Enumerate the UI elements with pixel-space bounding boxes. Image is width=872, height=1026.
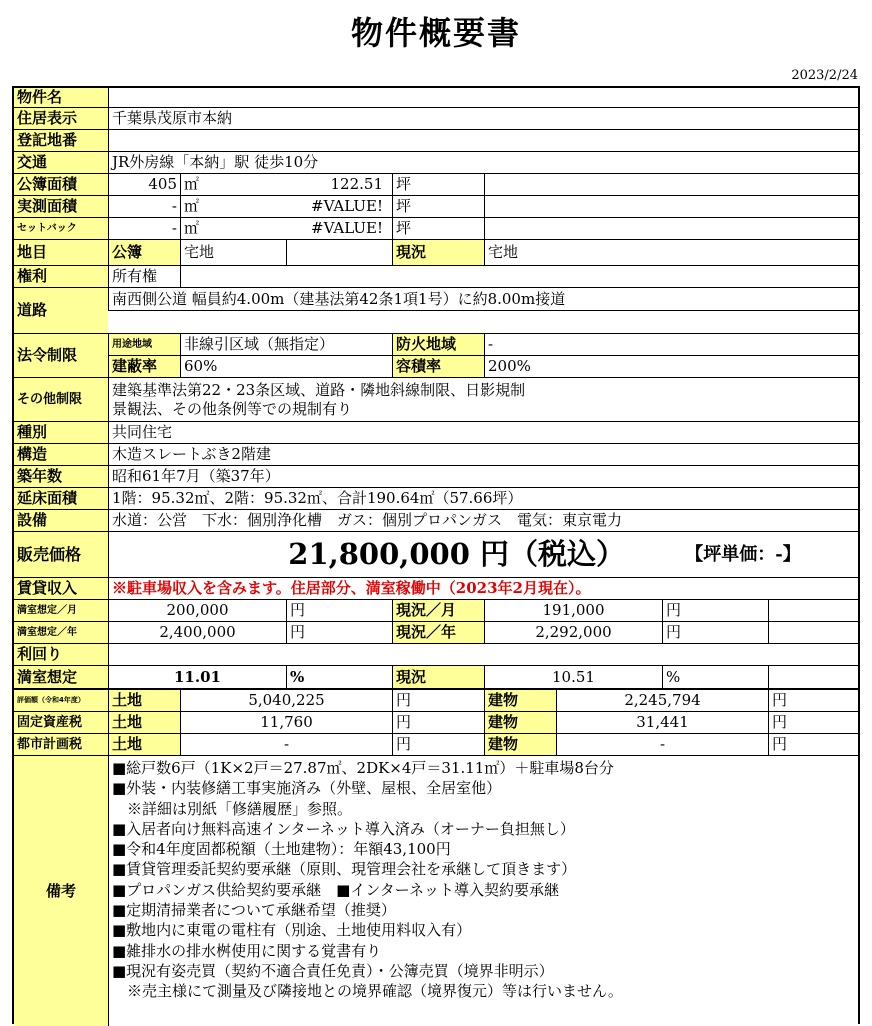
unit-yen: 円 xyxy=(392,734,484,755)
label-current-month: 現況／月 xyxy=(392,600,484,621)
row-city-tax xyxy=(14,734,858,756)
label-other-limits: その他制限 xyxy=(14,378,108,421)
value-name xyxy=(108,88,858,107)
row-facilities xyxy=(14,510,858,532)
value-road: 南西側公道 幅員約4.00m（建基法第42条1項1号）に約8.00m接道 xyxy=(108,288,858,311)
note-item: ※売主様にて測量及び隣接地との境界確認（境界復元）等は行いません。 xyxy=(112,982,623,1001)
value-fire-zone: - xyxy=(484,334,858,356)
note-item: ■総戸数6戸（1K×2戸＝27.87㎡、2DK×4戸＝31.11㎡）＋駐車場8台分 xyxy=(112,759,614,777)
value-price: 21,800,000 円（税込） xyxy=(108,532,628,577)
row-registry xyxy=(14,130,858,152)
value-floor-area: 1階：95.32㎡、2階：95.32㎡、合計190.64㎡（57.66坪） xyxy=(108,488,858,509)
label-yield: 利回り xyxy=(14,644,108,665)
label-full-month: 満室想定／月 xyxy=(14,600,108,621)
label-far: 容積率 xyxy=(392,356,484,377)
other-limits-line-1: 建築基準法第22・23条区域、道路・隣地斜線制限、日影規制 xyxy=(112,380,526,399)
unit-yen: 円 xyxy=(286,600,392,621)
note-item: ■賃貸管理委託契約要承継（原則、現管理会社を承継して頂きます） xyxy=(112,860,577,879)
empty-cell xyxy=(286,240,392,265)
unit-tsubo: 坪 xyxy=(392,196,484,217)
property-sheet xyxy=(12,86,860,1024)
value-public-area-m2: 405 xyxy=(108,174,180,195)
row-floor-area xyxy=(14,488,858,510)
value-registry xyxy=(108,130,858,151)
label-fixed-tax: 固定資産税 xyxy=(14,712,108,733)
label-notes: 備考 xyxy=(14,756,108,1026)
unit-yen: 円 xyxy=(286,622,392,643)
note-item: ■外装・内装修繕工事実施済み（外壁、屋根、全居室他） xyxy=(112,779,502,798)
label-legal: 法令制限 xyxy=(14,334,108,377)
row-yield xyxy=(14,644,858,666)
unit-percent: % xyxy=(662,666,768,688)
value-fixed-tax-land: 11,760 xyxy=(180,712,392,733)
empty-cell xyxy=(768,600,858,621)
row-fixed-tax xyxy=(14,712,858,734)
unit-percent: % xyxy=(286,666,392,688)
value-city-tax-building: - xyxy=(556,734,768,755)
value-measured-area-tsubo: #VALUE! xyxy=(311,197,383,215)
unit-yen: 円 xyxy=(662,622,768,643)
row-notes xyxy=(14,756,858,1026)
value-setback-m2: - xyxy=(108,218,180,239)
label-building-city: 建物 xyxy=(484,734,556,755)
label-structure: 構造 xyxy=(14,444,108,465)
row-rent-income xyxy=(14,578,858,600)
row-other-limits xyxy=(14,378,858,422)
label-land-city: 土地 xyxy=(108,734,180,755)
value-setback-tsubo: #VALUE! xyxy=(311,219,383,237)
other-limits-line-2: 景観法、その他条例等での規制有り xyxy=(112,399,353,418)
value-access: JR外房線「本納」駅 徒歩10分 xyxy=(108,152,858,173)
row-rent-year xyxy=(14,622,858,644)
label-current-year: 現況／年 xyxy=(392,622,484,643)
label-full: 満室想定 xyxy=(14,666,108,688)
row-rent-month xyxy=(14,600,858,622)
value-assessed-land: 5,040,225 xyxy=(180,690,392,711)
value-facilities: 水道：公営 下水：個別浄化槽 ガス：個別プロパンガス 電気：東京電力 xyxy=(108,510,858,531)
empty-cell xyxy=(108,644,858,665)
row-setback xyxy=(14,218,858,240)
unit-yen: 円 xyxy=(768,690,858,711)
row-yield-values xyxy=(14,666,858,690)
unit-yen: 円 xyxy=(662,600,768,621)
label-land-assessed: 土地 xyxy=(108,690,180,711)
value-type: 共同住宅 xyxy=(108,422,858,443)
label-facilities: 設備 xyxy=(14,510,108,531)
note-item: ■現況有姿売買（契約不適合責任免責）・公簿売買（境界非明示） xyxy=(112,961,554,980)
unit-yen: 円 xyxy=(768,712,858,733)
label-land-fixed: 土地 xyxy=(108,712,180,733)
value-full-month: 200,000 xyxy=(108,600,286,621)
value-zoning: 非線引区域（無指定） xyxy=(180,334,392,356)
row-price xyxy=(14,532,858,578)
unit-yen: 円 xyxy=(768,734,858,755)
row-address xyxy=(14,108,858,130)
empty-cell xyxy=(484,174,858,195)
unit-m2: ㎡ xyxy=(180,174,286,195)
label-registry: 登記地番 xyxy=(14,130,108,151)
label-fire-zone: 防火地域 xyxy=(392,334,484,356)
label-measured-area: 実測面積 xyxy=(14,196,108,217)
value-other-limits xyxy=(108,378,858,421)
unit-tsubo: 坪 xyxy=(392,218,484,239)
label-rights: 権利 xyxy=(14,266,108,287)
row-assessed xyxy=(14,690,858,712)
row-type xyxy=(14,422,858,444)
value-city-tax-land: - xyxy=(180,734,392,755)
value-current-yield: 10.51 xyxy=(484,666,662,688)
unit-m2: ㎡ xyxy=(180,218,286,239)
notes-list xyxy=(108,756,858,1026)
value-far: 200% xyxy=(484,356,858,377)
row-access xyxy=(14,152,858,174)
note-item: ※詳細は別紙「修繕履歴」参照。 xyxy=(112,799,353,818)
value-measured-area-m2: - xyxy=(108,196,180,217)
label-current: 現況 xyxy=(392,240,484,265)
note-item: ■入居者向け無料高速インターネット導入済み（オーナー負担無し） xyxy=(112,819,575,838)
label-price: 販売価格 xyxy=(14,532,108,577)
note-item: ■令和4年度固都税額（土地建物）：年額43,100円 xyxy=(112,840,451,859)
row-built xyxy=(14,466,858,488)
label-name: 物件名 xyxy=(14,88,108,107)
label-zoning: 用途地域 xyxy=(108,334,180,356)
row-land xyxy=(14,240,858,266)
label-assessed: 評価額（令和4年度） xyxy=(14,690,108,711)
value-current-month: 191,000 xyxy=(484,600,662,621)
label-full-year: 満室想定／年 xyxy=(14,622,108,643)
value-address: 千葉県茂原市本納 xyxy=(108,108,858,129)
label-setback: セットバック xyxy=(14,218,108,239)
value-full-year: 2,400,000 xyxy=(108,622,286,643)
row-road xyxy=(14,288,858,334)
value-unit-price: 【坪単価：-】 xyxy=(685,543,801,565)
unit-m2: ㎡ xyxy=(180,196,286,217)
value-structure: 木造スレートぶき2階建 xyxy=(108,444,858,465)
document-date: 2023/2/24 xyxy=(791,68,858,83)
value-assessed-building: 2,245,794 xyxy=(556,690,768,711)
empty-cell xyxy=(484,218,858,239)
label-coverage: 建蔽率 xyxy=(108,356,180,377)
row-legal xyxy=(14,334,858,378)
note-item: ■定期清掃業者について承継希望（推奨） xyxy=(112,901,396,920)
label-public-area: 公簿面積 xyxy=(14,174,108,195)
value-rent-note: ※駐車場収入を含みます。住居部分、満室稼働中（2023年2月現在）。 xyxy=(108,578,858,599)
label-land: 地目 xyxy=(14,240,108,265)
label-current-yield: 現況 xyxy=(392,666,484,688)
row-name xyxy=(14,88,858,108)
empty-cell xyxy=(768,622,858,643)
value-land-public: 宅地 xyxy=(180,240,286,265)
label-address: 住居表示 xyxy=(14,108,108,129)
empty-cell xyxy=(484,196,858,217)
label-built: 築年数 xyxy=(14,466,108,487)
label-type: 種別 xyxy=(14,422,108,443)
unit-yen: 円 xyxy=(392,712,484,733)
value-current-year: 2,292,000 xyxy=(484,622,662,643)
label-floor-area: 延床面積 xyxy=(14,488,108,509)
value-land-current: 宅地 xyxy=(484,240,858,265)
label-city-tax: 都市計画税 xyxy=(14,734,108,755)
note-item: ■プロパンガス供給契約要承継 ■インターネット導入契約要承継 xyxy=(112,880,559,899)
value-public-area-tsubo: 122.51 xyxy=(330,175,383,193)
unit-tsubo: 坪 xyxy=(392,174,484,195)
label-access: 交通 xyxy=(14,152,108,173)
page-title: 物件概要書 xyxy=(350,14,521,52)
note-item: ■雑排水の排水桝使用に関する覚書有り xyxy=(112,941,382,960)
row-measured-area xyxy=(14,196,858,218)
row-structure xyxy=(14,444,858,466)
value-fixed-tax-building: 31,441 xyxy=(556,712,768,733)
label-road: 道路 xyxy=(14,288,108,333)
label-building-assessed: 建物 xyxy=(484,690,556,711)
empty-cell xyxy=(768,666,858,688)
label-rent-income: 賃貸収入 xyxy=(14,578,108,599)
row-public-area xyxy=(14,174,858,196)
note-item: ■敷地内に東電の電柱有（別途、土地使用料収入有） xyxy=(112,921,472,940)
label-building-fixed: 建物 xyxy=(484,712,556,733)
value-full-yield: 11.01 xyxy=(108,666,286,688)
value-rights: 所有権 xyxy=(108,266,180,287)
value-coverage: 60% xyxy=(180,356,392,377)
unit-yen: 円 xyxy=(392,690,484,711)
row-rights xyxy=(14,266,858,288)
label-public: 公簿 xyxy=(108,240,180,265)
empty-cell xyxy=(180,266,858,287)
value-built: 昭和61年7月（築37年） xyxy=(108,466,858,487)
